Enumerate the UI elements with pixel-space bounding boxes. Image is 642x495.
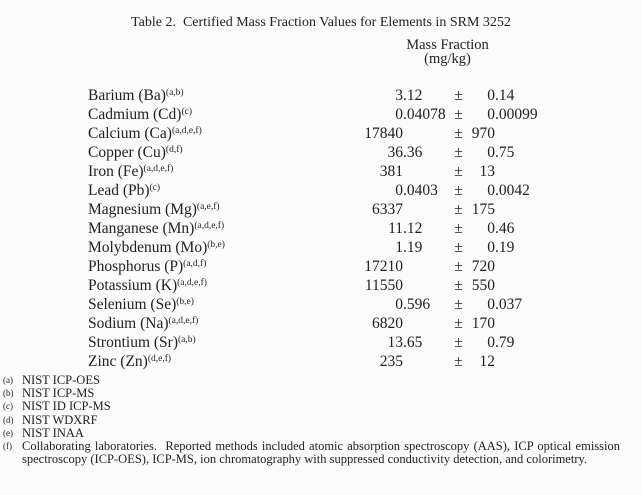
element-name <box>88 276 355 295</box>
uncertainty-integer-part: 0 <box>487 144 495 161</box>
element-name <box>88 314 355 333</box>
footnote-refs: (a,b) <box>165 88 184 98</box>
table-row <box>88 200 540 219</box>
element-name <box>88 124 355 143</box>
uncertainty-integer-part: 720 <box>471 258 495 275</box>
footnote-refs: (a,d,e,f) <box>171 126 202 136</box>
value-integer-part: 13 <box>387 334 403 351</box>
element-label: Cadmium (Cd) <box>88 106 182 123</box>
value-integer-part: 11 <box>388 220 403 237</box>
value-fraction-part <box>403 162 450 181</box>
element-name <box>88 295 355 314</box>
table-rows <box>88 86 540 371</box>
table-row <box>88 295 540 314</box>
element-name <box>88 105 355 124</box>
plus-minus-symbol: ± <box>454 315 463 332</box>
value-integer-part: 0 <box>395 296 403 313</box>
element-label: Copper (Cu) <box>88 144 166 161</box>
value-fraction-part <box>403 276 450 295</box>
value-integer-part: 1 <box>395 239 403 256</box>
footnote-refs: (a,b) <box>178 335 196 345</box>
uncertainty-integer-part: 0 <box>487 220 495 237</box>
footnote-text: NIST INAA <box>22 425 84 440</box>
table-row <box>88 162 540 181</box>
footnote-refs: (a,d,e,f) <box>168 316 199 326</box>
uncertainty-integer-part: 13 <box>479 163 495 180</box>
mass-fraction-column-header <box>355 38 540 66</box>
table-row <box>88 124 540 143</box>
uncertainty-fraction-part: .00099 <box>495 106 538 123</box>
plus-minus-symbol: ± <box>454 296 463 313</box>
value-integer-part: 3 <box>395 87 403 104</box>
value-integer-part: 36 <box>387 144 403 161</box>
table-row <box>88 276 540 295</box>
footnote-refs: (d,f) <box>165 145 183 155</box>
footnote-refs: (c) <box>149 183 161 193</box>
uncertainty-fraction-part <box>495 162 540 181</box>
value-fraction-part: .04078 <box>403 106 446 123</box>
footnote-refs: (d,e,f) <box>147 354 172 364</box>
table-row <box>88 333 540 352</box>
element-name <box>88 181 355 200</box>
uncertainty-fraction-part <box>495 200 540 219</box>
value-fraction-part <box>403 314 450 333</box>
uncertainty-integer-part: 0 <box>487 239 495 256</box>
column-header-line2: (mg/kg) <box>424 51 471 67</box>
element-name <box>88 219 355 238</box>
footnote-item <box>3 439 624 467</box>
uncertainty-fraction-part: .14 <box>495 87 515 104</box>
table-row <box>88 219 540 238</box>
footnote-text: NIST WDXRF <box>22 412 98 427</box>
uncertainty-integer-part: 0 <box>487 334 495 351</box>
value-fraction-part: .19 <box>403 239 423 256</box>
element-name <box>88 352 355 371</box>
footnote-refs: (a,e,f) <box>196 202 220 212</box>
plus-minus-symbol: ± <box>454 163 463 180</box>
element-label: Calcium (Ca) <box>88 125 172 142</box>
footnote-marker: (e) <box>3 427 13 438</box>
element-label: Potassium (K) <box>88 277 178 294</box>
uncertainty-fraction-part <box>495 276 540 295</box>
element-name <box>88 143 355 162</box>
footnote-refs: (b,e) <box>176 297 194 307</box>
footnote-refs: (a,d,e,f) <box>143 164 174 174</box>
plus-minus-symbol: ± <box>454 125 463 142</box>
uncertainty-integer-part: 550 <box>471 277 495 294</box>
plus-minus-symbol: ± <box>454 144 463 161</box>
table-row <box>88 105 540 124</box>
plus-minus-symbol: ± <box>454 220 463 237</box>
uncertainty-integer-part: 970 <box>471 125 495 142</box>
uncertainty-integer-part: 0 <box>487 296 495 313</box>
plus-minus-symbol: ± <box>454 239 463 256</box>
uncertainty-fraction-part <box>495 352 540 371</box>
uncertainty-integer-part: 0 <box>487 87 495 104</box>
element-name <box>88 238 355 257</box>
footnote-marker: (f) <box>3 441 12 452</box>
element-name <box>88 200 355 219</box>
uncertainty-fraction-part: .0042 <box>495 182 530 199</box>
plus-minus-symbol: ± <box>454 182 463 199</box>
plus-minus-symbol: ± <box>454 106 463 123</box>
footnotes-block <box>3 373 624 467</box>
footnote-refs: (c) <box>181 107 192 117</box>
value-integer-part: 6337 <box>372 201 403 218</box>
footnote-marker: (a) <box>3 375 13 385</box>
uncertainty-fraction-part: .79 <box>495 334 515 351</box>
uncertainty-fraction-part <box>495 257 540 276</box>
value-integer-part: 17210 <box>364 258 403 275</box>
table-row <box>88 314 540 333</box>
value-fraction-part: .12 <box>403 87 423 104</box>
element-name <box>88 257 355 276</box>
footnote-refs: (a,d,e,f) <box>194 221 225 231</box>
value-integer-part: 0 <box>395 182 403 199</box>
value-integer-part: 235 <box>379 353 403 370</box>
plus-minus-symbol: ± <box>454 201 463 218</box>
element-label: Zinc (Zn) <box>88 353 148 370</box>
element-name <box>88 86 355 105</box>
footnote-item <box>3 414 620 427</box>
table-row <box>88 181 540 200</box>
value-integer-part: 11550 <box>364 277 403 294</box>
value-fraction-part <box>403 352 450 371</box>
uncertainty-fraction-part: .037 <box>495 296 523 313</box>
element-label: Sodium (Na) <box>88 315 169 332</box>
footnote-text: NIST ICP-OES <box>22 373 100 387</box>
column-header-line1: Mass Fraction <box>406 37 489 53</box>
value-integer-part: 0 <box>395 106 403 123</box>
value-fraction-part: .12 <box>403 220 423 237</box>
value-fraction-part <box>403 200 450 219</box>
uncertainty-fraction-part: .46 <box>495 220 515 237</box>
footnote-item <box>3 374 620 387</box>
element-label: Strontium (Sr) <box>88 334 178 351</box>
value-fraction-part: .596 <box>403 296 431 313</box>
table-row <box>88 143 540 162</box>
value-integer-part: 17840 <box>364 125 403 142</box>
element-name <box>88 162 355 181</box>
element-label: Manganese (Mn) <box>88 220 195 237</box>
value-fraction-part: .0403 <box>403 182 438 199</box>
uncertainty-fraction-part <box>495 124 540 143</box>
value-fraction-part: .65 <box>403 334 423 351</box>
footnote-text: NIST ID ICP-MS <box>22 399 111 414</box>
uncertainty-fraction-part: .75 <box>495 144 515 161</box>
element-name <box>88 333 355 352</box>
uncertainty-integer-part: 0 <box>487 106 495 123</box>
plus-minus-symbol: ± <box>454 353 463 370</box>
footnote-refs: (a,d,e,f) <box>177 278 207 288</box>
plus-minus-symbol: ± <box>454 334 463 351</box>
footnote-refs: (b,e) <box>207 240 225 250</box>
value-fraction-part <box>403 257 450 276</box>
value-integer-part: 6820 <box>372 315 403 332</box>
footnote-refs: (a,d,f) <box>183 259 207 269</box>
footnote-text: NIST ICP-MS <box>22 386 95 401</box>
uncertainty-fraction-part <box>495 314 540 333</box>
table-row <box>88 86 540 105</box>
value-fraction-part: .36 <box>403 144 423 161</box>
table-row <box>88 238 540 257</box>
plus-minus-symbol: ± <box>454 87 463 104</box>
value-integer-part: 381 <box>379 163 403 180</box>
uncertainty-integer-part: 12 <box>479 353 495 370</box>
element-label: Phosphorus (P) <box>88 258 184 275</box>
element-label: Barium (Ba) <box>88 87 166 104</box>
uncertainty-integer-part: 170 <box>471 315 495 332</box>
value-fraction-part <box>403 124 450 143</box>
table-row <box>88 352 540 371</box>
footnote-marker: (c) <box>3 401 13 412</box>
element-label: Molybdenum (Mo) <box>88 239 208 256</box>
element-label: Selenium (Se) <box>88 296 177 313</box>
footnote-marker: (b) <box>3 388 14 399</box>
footnote-marker: (d) <box>3 414 14 425</box>
uncertainty-integer-part: 175 <box>471 201 495 218</box>
table-row <box>88 257 540 276</box>
plus-minus-symbol: ± <box>454 258 463 275</box>
element-label: Lead (Pb) <box>88 182 150 199</box>
uncertainty-fraction-part: .19 <box>495 239 515 256</box>
plus-minus-symbol: ± <box>454 277 463 294</box>
element-label: Magnesium (Mg) <box>88 201 197 218</box>
table-title: Table 2. Certified Mass Fraction Values for Elements in SRM 3252 <box>131 15 511 30</box>
mass-fraction-table <box>88 38 540 371</box>
footnote-text: Collaborating laboratories. Reported methods included atomic absorption spectroscopy (AAS), ICP optical emission spectroscopy (ICP-OES), ICP-MS, ion chromatography with suppressed conductivity detection, and colorimetry. <box>22 439 624 467</box>
element-label: Iron (Fe) <box>88 163 144 180</box>
uncertainty-integer-part: 0 <box>487 182 495 199</box>
